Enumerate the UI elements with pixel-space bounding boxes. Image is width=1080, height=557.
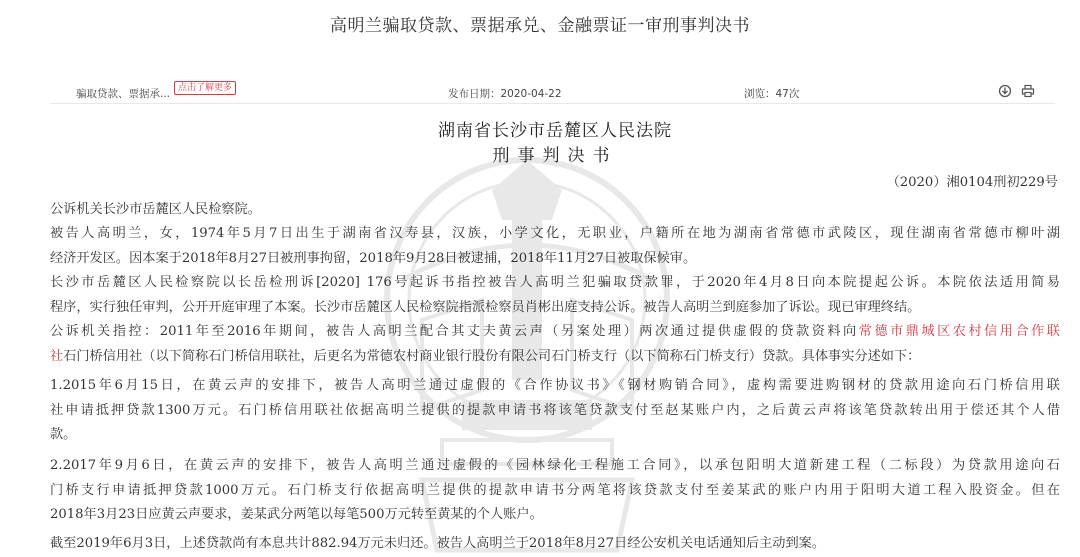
paragraph-outstanding (50, 532, 1060, 557)
text-line: 公诉机关长沙市岳麓区人民检察院。 (50, 202, 261, 217)
text-line: 程序，实行独任审判，公开开庭审理了本案。长沙市岳麓区人民检察院指派检察员肖彬出庭支持公诉。被告人高明兰到庭参加了诉讼。现已审理终结。 (50, 299, 921, 315)
text-line (50, 345, 1060, 370)
text-line: 社申请抵押贷款1300万元。石门桥信用联社依据高明兰提供的提款申请书将该笔贷款支付至赵某账户内，之后黄云声将该笔贷款转出用于偿还其个人借 (50, 402, 1060, 418)
publish-date: 发布日期：2020-04-22 (448, 88, 562, 100)
case-number: （2020）湘0104刑初229号 (886, 175, 1058, 190)
paragraph-fact-2 (50, 454, 1060, 528)
view-count: 浏览：47次 (744, 88, 800, 100)
text-line: 2018年3月23日应黄云声要求，姜某武分两笔以每笔500万元转至黄某的个人账户。 (50, 507, 543, 522)
meta-bar (0, 80, 1080, 102)
paragraph-prosecutor (50, 198, 1060, 223)
highlighted-text[interactable]: 社 (50, 348, 64, 364)
text-line: 被告人高明兰，女，1974年5月7日出生于湖南省汉寿县，汉族，小学文化，无职业，户籍所在地为湖南省常德市武陵区，现住湖南省常德市柳叶湖 (50, 226, 1060, 241)
document-type: 刑事判决书 (492, 146, 618, 166)
paragraph-defendant (50, 222, 1060, 271)
text-segment: 公诉机关指控：2011年至2016年期间，被告人高明兰配合其丈夫黄云声（另案处理）两次通过提供虚假的贷款资料向 (50, 324, 859, 339)
meta-actions (998, 84, 1041, 98)
learn-more-button[interactable]: 点击了解更多 (174, 81, 236, 95)
text-line: 经济开发区。因本案于2018年8月27日被刑事拘留，2018年9月28日被逮捕，2018年11月27日被取保候审。 (50, 250, 697, 266)
text-line (50, 320, 1060, 345)
page-title: 高明兰骗取贷款、票据承兑、金融票证一审刑事判决书 (330, 16, 750, 36)
paragraph-fact-1 (50, 374, 1060, 448)
breadcrumb[interactable]: 骗取贷款、票据承... (76, 88, 171, 100)
text-line: 门桥支行申请抵押贷款1000万元。石门桥支行依据高明兰提供的提款申请书分两笔将该贷款支付至姜某武的账户内用于阳明大道工程入股资金。但在 (50, 482, 1060, 498)
text-line: 截至2019年6月3日，上述贷款尚有本息共计882.94万元未归还。被告人高明兰于2018年8月27日经公安机关电话通知后主动到案。 (50, 536, 826, 551)
highlighted-text[interactable]: 常德市鼎城区农村信用合作联 (858, 324, 1060, 339)
text-line: 2.2017年9月6日，在黄云声的安排下，被告人高明兰通过虚假的《园林绿化工程施工合同》，以承包阳明大道新建工程（二标段）为贷款用途向石 (50, 458, 1060, 473)
text-line: 款。 (50, 427, 77, 442)
meta-divider (50, 103, 1055, 104)
download-icon[interactable] (998, 84, 1012, 98)
text-line: 长沙市岳麓区人民检察院以长岳检刑诉[2020] 176号起诉书指控被告人高明兰犯骗取贷款罪，于2020年4月8日向本院提起公诉。本院依法适用简易 (50, 275, 1060, 290)
paragraph-charges (50, 320, 1060, 369)
print-icon[interactable] (1021, 84, 1035, 98)
paragraph-procedure (50, 271, 1060, 320)
court-name: 湖南省长沙市岳麓区人民法院 (438, 121, 672, 141)
text-line: 1.2015年6月15日，在黄云声的安排下，被告人高明兰通过虚假的《合作协议书》《钢材购销合同》，虚构需要进购钢材的贷款用途向石门桥信用联 (50, 378, 1060, 393)
text-segment: 石门桥信用社（以下简称石门桥信用联社，后更名为常德农村商业银行股份有限公司石门桥支行（以下简称石门桥支行）贷款。具体事实分述如下： (63, 348, 921, 364)
